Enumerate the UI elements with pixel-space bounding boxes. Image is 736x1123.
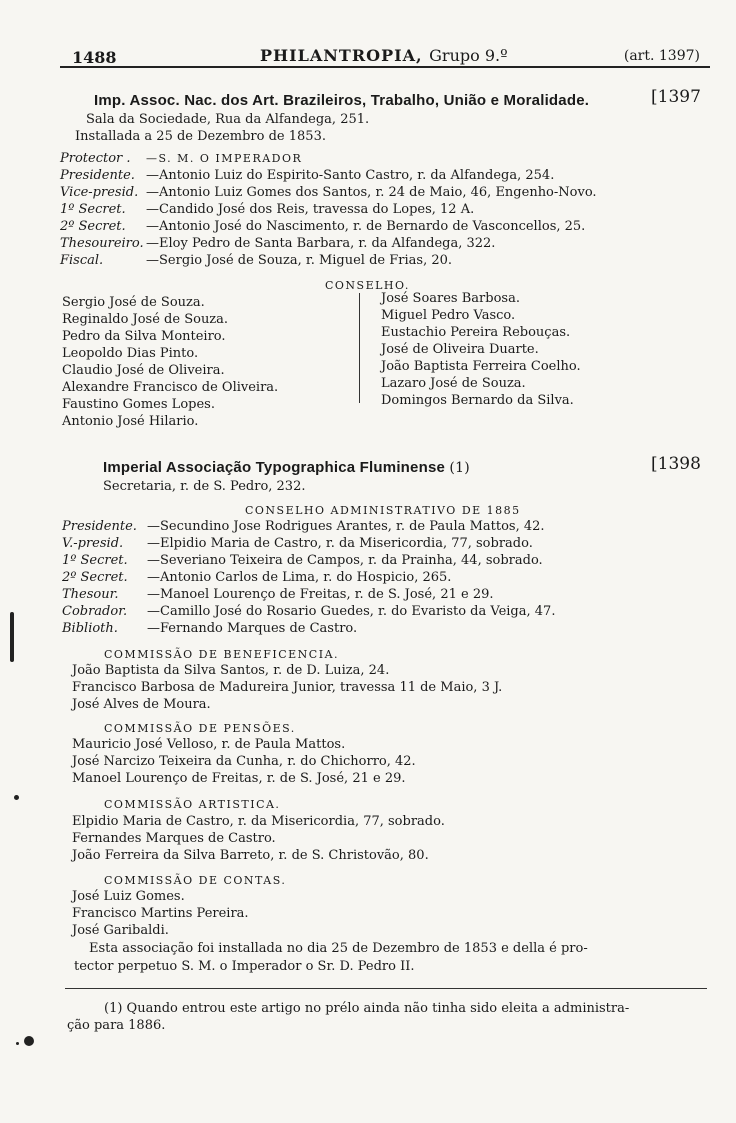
officer-text: —Elpidio Maria de Castro, r. da Misericordia, 77, sobrado. (147, 536, 533, 551)
conselho-member: José Soares Barbosa. (381, 291, 520, 306)
footnote-text: (1) Quando entrou este artigo no prélo ainda não tinha sido eleita a administra- (104, 1001, 630, 1016)
commission-member: Fernandes Marques de Castro. (72, 831, 276, 846)
officer-role: Thesoureiro. (60, 236, 144, 251)
running-title (260, 46, 508, 65)
officer-text: —Antonio José do Nascimento, r. de Bernardo de Vasconcellos, 25. (146, 219, 586, 234)
officer-line (62, 586, 494, 604)
conselho-member: Reginaldo José de Souza. (62, 312, 229, 327)
article-range: (art. 1397) (623, 48, 700, 64)
officer-text: —Secundino Jose Rodrigues Arantes, r. de Paula Mattos, 42. (147, 519, 545, 534)
officer-line (60, 184, 597, 202)
entry-1397-ref: [1397 (651, 87, 701, 107)
entry-1398-ref: [1398 (651, 454, 701, 474)
footnote-text: ção para 1886. (67, 1018, 166, 1033)
officer-line (60, 201, 474, 219)
officer-text: —Fernando Marques de Castro. (147, 621, 358, 636)
entry-1397-installada: Installada a 25 de Dezembro de 1853. (75, 129, 326, 144)
officer-line (60, 150, 302, 168)
commission-member: Francisco Barbosa de Madureira Junior, travessa 11 de Maio, 3 J. (72, 680, 503, 695)
ink-speck (14, 795, 19, 800)
conselho-member: Miguel Pedro Vasco. (381, 308, 516, 323)
officer-text: —Sergio José de Souza, r. Miguel de Frias, 20. (146, 253, 453, 268)
commission-member: João Baptista da Silva Santos, r. de D. Luiza, 24. (72, 663, 390, 678)
footnote-marker: (1) (449, 460, 470, 476)
officer-text: —Eloy Pedro de Santa Barbara, r. da Alfandega, 322. (146, 236, 496, 251)
officer-text: —S. M. O IMPERADOR (146, 152, 303, 165)
conselho-member: Pedro da Silva Monteiro. (62, 329, 226, 344)
closing-paragraph: Esta associação foi installada no dia 25 de Dezembro de 1853 e della é pro- (89, 941, 588, 956)
conselho-member: João Baptista Ferreira Coelho. (381, 359, 581, 374)
page-number: 1488 (72, 48, 117, 67)
officer-role: V.-presid. (62, 536, 124, 551)
officer-role: Vice-presid. (60, 185, 139, 200)
officer-line (60, 252, 452, 270)
officer-role: Thesour. (62, 587, 119, 602)
conselho-member: Alexandre Francisco de Oliveira. (62, 380, 279, 395)
running-title-text: PHILANTROPIA, (260, 46, 423, 65)
officer-line (62, 603, 555, 621)
conselho-member: Antonio José Hilario. (62, 414, 199, 429)
conselho-member: Sergio José de Souza. (62, 295, 205, 310)
officer-line (62, 552, 543, 570)
entry-1398-title-text: Imperial Associação Typographica Fluminense (103, 459, 446, 476)
officer-role: 2º Secret. (62, 570, 128, 585)
officer-text: —Antonio Luiz Gomes dos Santos, r. 24 de Maio, 46, Engenho-Novo. (146, 185, 597, 200)
officer-line (60, 167, 554, 185)
officer-text: —Antonio Carlos de Lima, r. do Hospicio, 265. (147, 570, 452, 585)
contas-heading: COMMISSÃO DE CONTAS. (104, 874, 287, 887)
officer-role: 2º Secret. (60, 219, 126, 234)
conselho-member: Faustino Gomes Lopes. (62, 397, 215, 412)
officer-line (62, 620, 357, 638)
beneficencia-heading: COMMISSÃO DE BENEFICENCIA. (104, 648, 340, 661)
footnote-separator (65, 988, 707, 989)
officer-text: —Candido José dos Reis, travessa do Lopes, 12 A. (146, 202, 475, 217)
officer-role: Presidente. (60, 168, 135, 183)
entry-1397-sala: Sala da Sociedade, Rua da Alfandega, 251. (86, 112, 370, 127)
officer-role: Biblioth. (62, 621, 118, 636)
officer-text: —Severiano Teixeira de Campos, r. da Prainha, 44, sobrado. (147, 553, 543, 568)
commission-member: José Garibaldi. (72, 923, 169, 938)
commission-member: Francisco Martins Pereira. (72, 906, 249, 921)
page-header (60, 40, 710, 68)
artistica-heading: COMMISSÃO ARTISTICA. (104, 798, 281, 811)
officer-role: Protector . (60, 151, 131, 166)
entry-1398-title (103, 459, 470, 477)
conselho-member: Lazaro José de Souza. (381, 376, 526, 391)
conselho-member: Eustachio Pereira Rebouças. (381, 325, 571, 340)
closing-paragraph: tector perpetuo S. M. o Imperador o Sr. D. Pedro II. (74, 959, 415, 974)
officer-role: Presidente. (62, 519, 137, 534)
conselho-member: José de Oliveira Duarte. (381, 342, 539, 357)
entry-1397-title: Imp. Assoc. Nac. dos Art. Brazileiros, Trabalho, União e Moralidade. (94, 92, 590, 109)
commission-member: José Narcizo Teixeira da Cunha, r. do Chichorro, 42. (72, 754, 416, 769)
column-divider (359, 293, 360, 403)
officer-role: Cobrador. (62, 604, 128, 619)
officer-text: —Manoel Lourenço de Freitas, r. de S. José, 21 e 29. (147, 587, 494, 602)
conselho-heading: CONSELHO. (325, 279, 410, 292)
commission-member: Manoel Lourenço de Freitas, r. de S. José, 21 e 29. (72, 771, 406, 786)
commission-member: Mauricio José Velloso, r. de Paula Mattos. (72, 737, 346, 752)
group-label: Grupo 9.º (429, 46, 508, 65)
entry-1398-secretaria: Secretaria, r. de S. Pedro, 232. (103, 479, 306, 494)
officer-line (62, 518, 545, 536)
margin-mark (10, 612, 14, 662)
officer-line (60, 235, 495, 253)
officer-text: —Camillo José do Rosario Guedes, r. do Evaristo da Veiga, 47. (147, 604, 556, 619)
commission-member: Elpidio Maria de Castro, r. da Misericordia, 77, sobrado. (72, 814, 445, 829)
ink-speck (24, 1036, 34, 1046)
pensoes-heading: COMMISSÃO DE PENSÕES. (104, 722, 296, 735)
conselho-member: Domingos Bernardo da Silva. (381, 393, 574, 408)
officer-line (60, 218, 585, 236)
officer-role: Fiscal. (60, 253, 104, 268)
conselho-member: Leopoldo Dias Pinto. (62, 346, 199, 361)
officer-line (62, 535, 533, 553)
commission-member: José Luiz Gomes. (72, 889, 185, 904)
officer-role: 1º Secret. (60, 202, 126, 217)
officer-line (62, 569, 451, 587)
officer-text: —Antonio Luiz do Espirito-Santo Castro, r. da Alfandega, 254. (146, 168, 555, 183)
conselho-member: Claudio José de Oliveira. (62, 363, 225, 378)
commission-member: João Ferreira da Silva Barreto, r. de S. Christovão, 80. (72, 848, 429, 863)
officer-role: 1º Secret. (62, 553, 128, 568)
commission-member: José Alves de Moura. (72, 697, 211, 712)
ink-speck (16, 1042, 19, 1045)
conselho-admin-heading: CONSELHO ADMINISTRATIVO DE 1885 (245, 504, 521, 517)
